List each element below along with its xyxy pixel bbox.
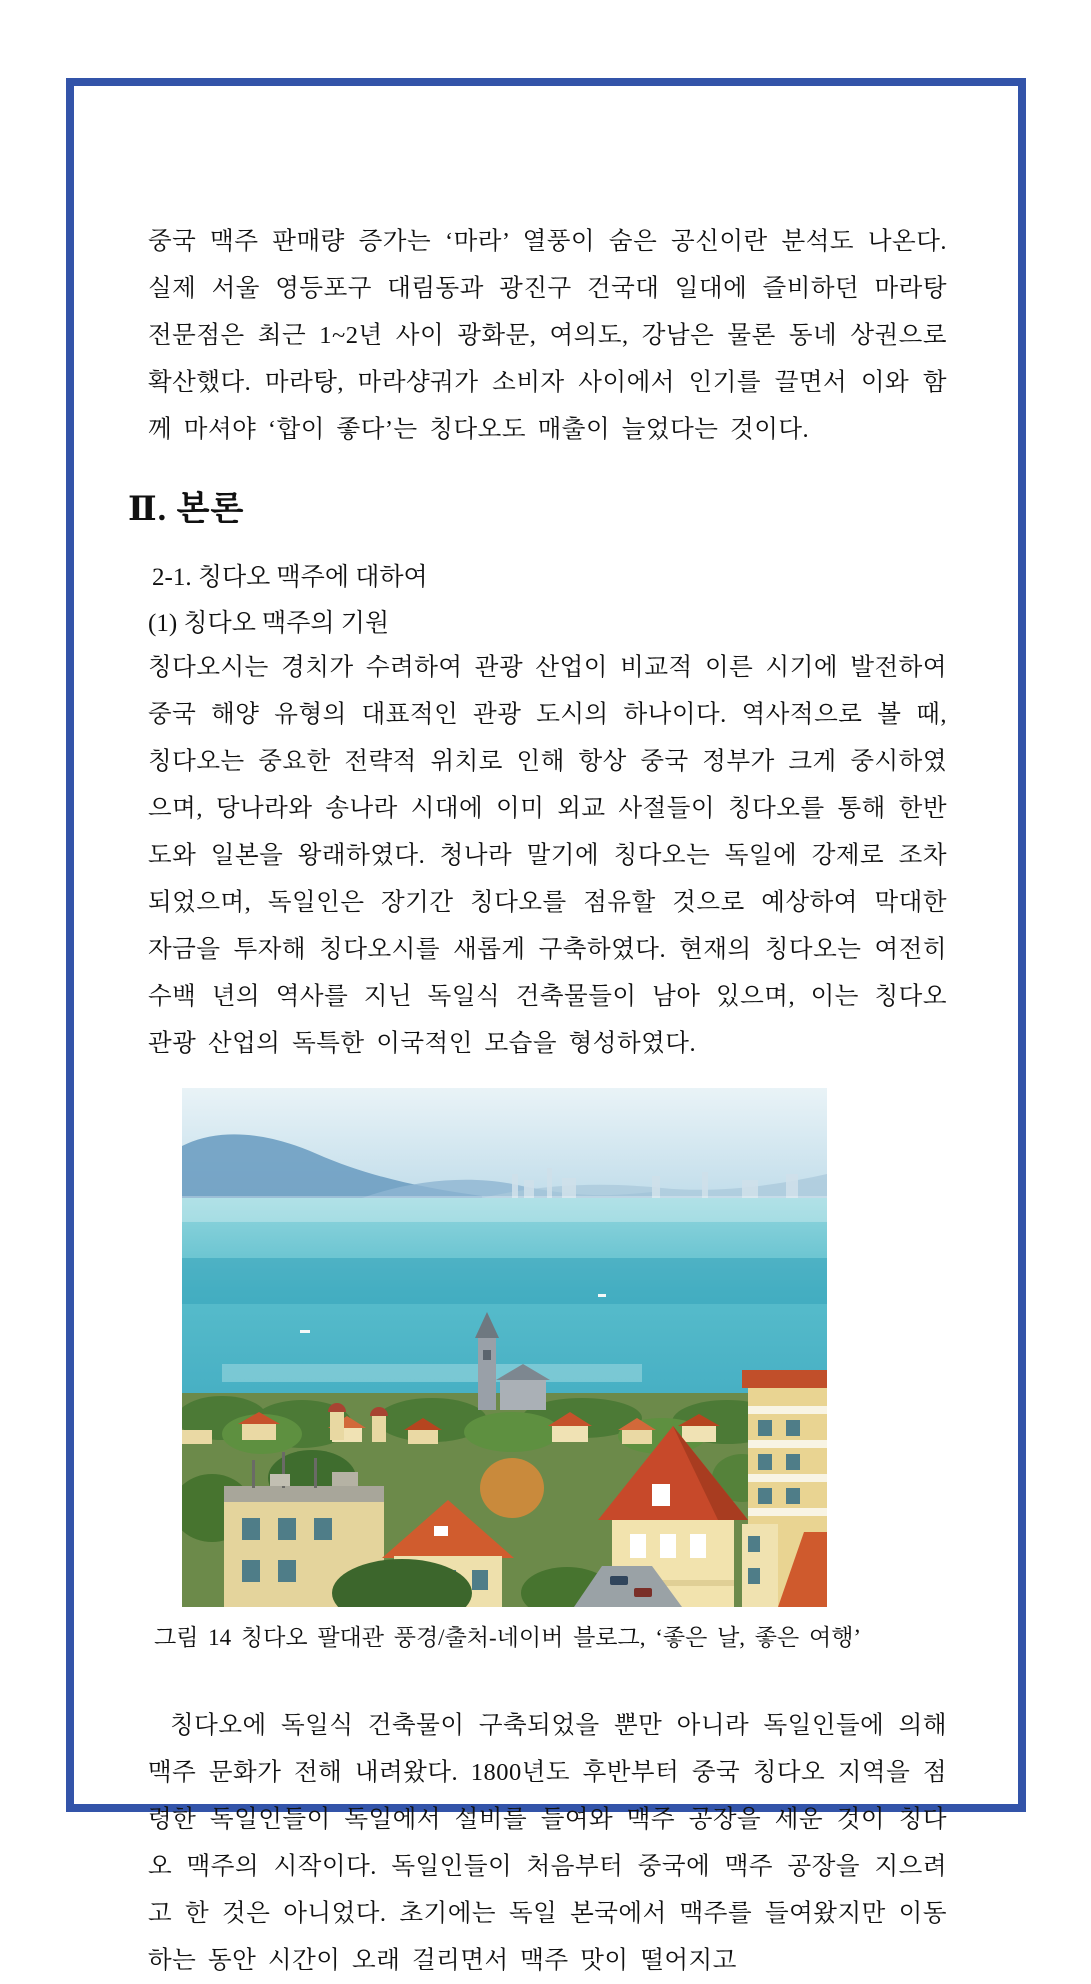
qingdao-figure bbox=[154, 1088, 862, 1653]
qingdao-badaguan-photo bbox=[182, 1088, 827, 1607]
item-heading: (1) 칭다오 맥주의 기원 bbox=[148, 610, 390, 637]
section-heading: Ⅱ. 본론 bbox=[128, 491, 245, 528]
origin-paragraph: 칭다오시는 경치가 수려하여 관광 산업이 비교적 이른 시기에 발전하여 중국 해양 유형의 대표적인 관광 도시의 하나이다. 역사적으로 볼 때, 칭다오는 중요한 전략적 위치로 인해 항상 중국 정부가 크게 중시하였으며, 당나라와 송나라 시대에 이미 외교 사절들이 칭다오를 통해 한반도와 일본을 왕래하였다. 청나라 말기에 칭다오는 독일에 강제로 조차 되었으며, 독일인은 장기간 칭다오를 점유할 것으로 예상하여 막대한 자금을 투자해 칭다오시를 새롭게 구축하였다. 현재의 칭다오는 여전히 수백 년의 역사를 지닌 독일식 건축물들이 남아 있으며, 이는 칭다오 관광 산업의 독특한 이국적인 모습을 형성하였다. bbox=[148, 654, 947, 1057]
intro-paragraph: 중국 맥주 판매량 증가는 ‘마라’ 열풍이 숨은 공신이란 분석도 나온다. 실제 서울 영등포구 대림동과 광진구 건국대 일대에 즐비하던 마라탕 전문점은 최근 1~2년 사이 광화문, 여의도, 강남은 물론 동네 상권으로 확산했다. 마라탕, 마라샹궈가 소비자 사이에서 인기를 끌면서 이와 함께 마셔야 ‘합이 좋다’는 칭다오도 매출이 늘었다는 것이다. bbox=[148, 228, 947, 443]
page-content bbox=[128, 218, 947, 1984]
subsection-heading: 2-1. 칭다오 맥주에 대하여 bbox=[152, 564, 428, 591]
beer-paragraph: 칭다오에 독일식 건축물이 구축되었을 뿐만 아니라 독일인들에 의해 맥주 문화가 전해 내려왔다. 1800년도 후반부터 중국 칭다오 지역을 점령한 독일인들이 독일에서 설비를 들여와 맥주 공장을 세운 것이 칭다오 맥주의 시작이다. 독일인들이 처음부터 중국에 맥주 공장을 지으려고 한 것은 아니었다. 초기에는 독일 본국에서 맥주를 들여왔지만 이동하는 동안 시간이 오래 걸리면서 맥주 맛이 떨어지고 bbox=[148, 1712, 947, 1974]
photo-caption: 그림 14 칭다오 팔대관 풍경/출처-네이버 블로그, ‘좋은 날, 좋은 여행’ bbox=[154, 1625, 862, 1650]
